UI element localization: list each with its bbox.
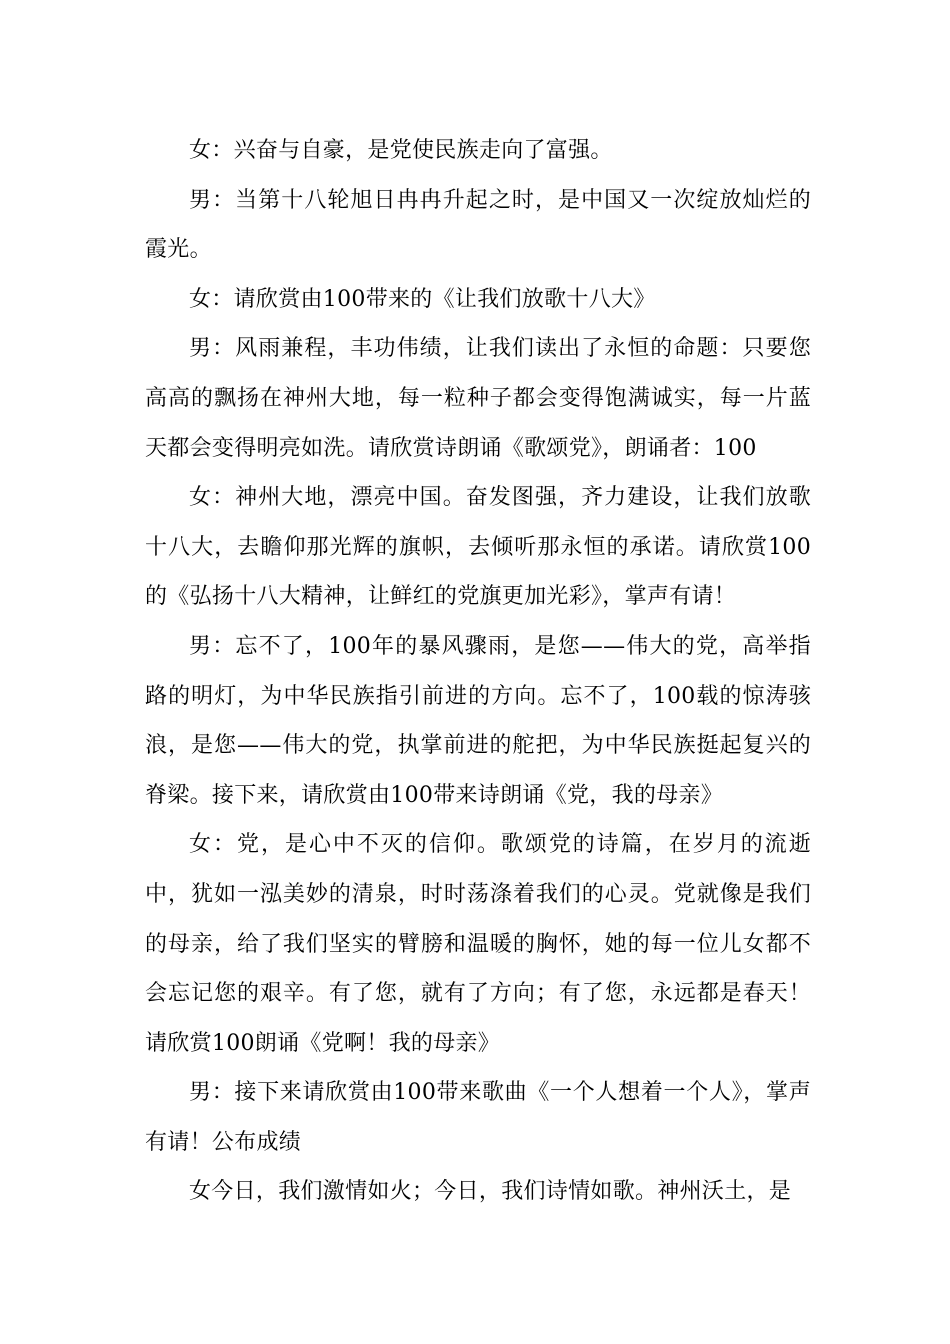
paragraph-8: 男：接下来请欣赏由100带来歌曲《一个人想着一个人》，掌声有请！公布成绩 — [145, 1080, 811, 1155]
paragraph-4: 男：风雨兼程，丰功伟绩，让我们读出了永恒的命题：只要您高高的飘扬在神州大地，每一粒种子都会变得饱满诚实，每一片蓝天都会变得明亮如洗。请欣赏诗朗诵《歌颂党》，朗诵者：100 — [145, 336, 811, 461]
paragraph-2: 男：当第十八轮旭日冉冉升起之时，是中国又一次绽放灿烂的霞光。 — [145, 187, 811, 263]
paragraph-6: 男：忘不了，100年的暴风骤雨，是您——伟大的党，高举指路的明灯，为中华民族指引前进的方向。忘不了，100载的惊涛骇浪，是您——伟大的党，执掌前进的舵把，为中华民族挺起复兴的脊梁。接下来，请欣赏由100带来诗朗诵《党，我的母亲》 — [145, 633, 811, 808]
document-body — [145, 126, 811, 1217]
paragraph-5: 女：神州大地，漂亮中国。奋发图强，齐力建设，让我们放歌十八大，去瞻仰那光辉的旗帜，去倾听那永恒的承诺。请欣赏100的《弘扬十八大精神，让鲜红的党旗更加光彩》，掌声有请！ — [145, 485, 811, 610]
paragraph-9: 女今日，我们激情如火；今日，我们诗情如歌。神州沃土，是 — [189, 1179, 792, 1205]
paragraph-3: 女：请欣赏由100带来的《让我们放歌十八大》 — [189, 286, 656, 312]
paragraph-1: 女：兴奋与自豪，是党使民族走向了富强。 — [189, 138, 613, 163]
paragraph-7: 女：党，是心中不灭的信仰。歌颂党的诗篇，在岁月的流逝中，犹如一泓美妙的清泉，时时荡涤着我们的心灵。党就像是我们的母亲，给了我们坚实的臂膀和温暖的胸怀，她的每一位儿女都不会忘记您的艰辛。有了您，就有了方向；有了您，永远都是春天！请欣赏100朗诵《党啊！我的母亲》 — [145, 832, 811, 1056]
